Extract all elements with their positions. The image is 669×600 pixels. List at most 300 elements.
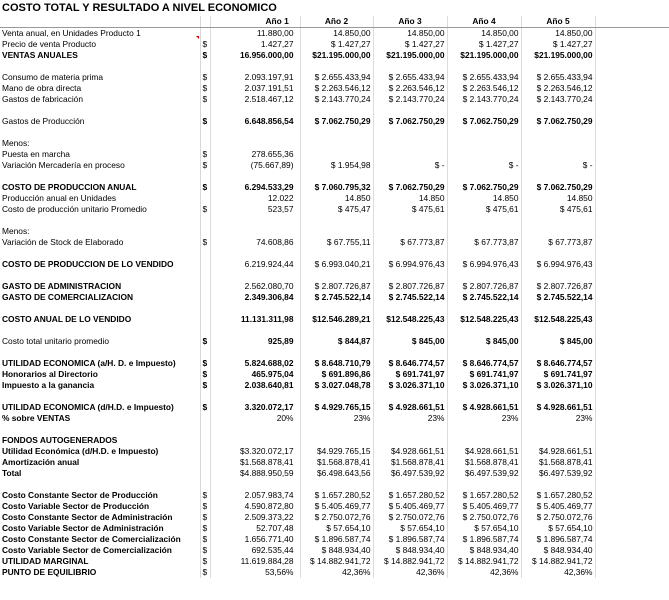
value-cell-year-5[interactable]: $ 1.896.587,74: [521, 534, 595, 545]
value-cell-year-4[interactable]: $ 7.062.750,29: [447, 116, 521, 127]
currency-cell[interactable]: $: [200, 490, 210, 501]
value-cell-year-4[interactable]: $ 8.646.774,57: [447, 358, 521, 369]
row-label-cell[interactable]: Mano de obra directa: [0, 83, 200, 94]
value-cell-year-2[interactable]: $ 475,47: [300, 204, 373, 215]
empty-cell[interactable]: [595, 72, 669, 83]
value-cell-year-3[interactable]: $ 848.934,40: [373, 545, 447, 556]
value-cell-year-3[interactable]: [373, 171, 447, 182]
value-cell-year-4[interactable]: 14.850,00: [447, 28, 521, 40]
value-cell-year-2[interactable]: [300, 138, 373, 149]
row-label-cell[interactable]: VENTAS ANUALES: [0, 50, 200, 61]
value-cell-year-4[interactable]: [447, 391, 521, 402]
empty-cell[interactable]: [595, 83, 669, 94]
value-cell-year-2[interactable]: $ 6.993.040,21: [300, 259, 373, 270]
value-cell-year-2[interactable]: $ 4.929.765,15: [300, 402, 373, 413]
value-cell-year-4[interactable]: [447, 248, 521, 259]
comment-indicator-icon[interactable]: [196, 36, 199, 39]
value-cell-year-4[interactable]: [447, 171, 521, 182]
value-cell-year-3[interactable]: 14.850: [373, 193, 447, 204]
row-label-cell[interactable]: UTILIDAD MARGINAL: [0, 556, 200, 567]
value-cell-year-3[interactable]: [373, 347, 447, 358]
value-cell-year-3[interactable]: $4.928.661,51: [373, 446, 447, 457]
value-cell-year-2[interactable]: $ 57.654,10: [300, 523, 373, 534]
row-label-cell[interactable]: Consumo de materia prima: [0, 72, 200, 83]
value-cell-year-5[interactable]: [521, 325, 595, 336]
row-label-cell[interactable]: COSTO DE PRODUCCION DE LO VENDIDO: [0, 259, 200, 270]
currency-cell[interactable]: [200, 391, 210, 402]
value-cell-year-5[interactable]: [521, 138, 595, 149]
value-cell-year-1[interactable]: [210, 105, 300, 116]
value-cell-year-2[interactable]: [300, 479, 373, 490]
value-cell-year-2[interactable]: $ 2.807.726,87: [300, 281, 373, 292]
empty-cell[interactable]: [595, 402, 669, 413]
value-cell-year-1[interactable]: [210, 391, 300, 402]
value-cell-year-2[interactable]: [300, 270, 373, 281]
value-cell-year-1[interactable]: (75.667,89): [210, 160, 300, 171]
row-label-cell[interactable]: Menos:: [0, 226, 200, 237]
value-cell-year-3[interactable]: $ 2.143.770,24: [373, 94, 447, 105]
value-cell-year-5[interactable]: $ 2.143.770,24: [521, 94, 595, 105]
currency-cell[interactable]: $: [200, 567, 210, 578]
value-cell-year-3[interactable]: [373, 325, 447, 336]
header-blank-cell[interactable]: [200, 16, 210, 28]
value-cell-year-5[interactable]: $ 4.928.661,51: [521, 402, 595, 413]
value-cell-year-3[interactable]: [373, 391, 447, 402]
value-cell-year-1[interactable]: 2.057.983,74: [210, 490, 300, 501]
value-cell-year-5[interactable]: $12.548.225,43: [521, 314, 595, 325]
value-cell-year-4[interactable]: $ 2.750.072,76: [447, 512, 521, 523]
currency-cell[interactable]: $: [200, 556, 210, 567]
row-label-cell[interactable]: PUNTO DE EQUILIBRIO: [0, 567, 200, 578]
row-label-cell[interactable]: UTILIDAD ECONOMICA (d/H.D. e Impuesto): [0, 402, 200, 413]
currency-cell[interactable]: $: [200, 336, 210, 347]
row-label-cell[interactable]: [0, 215, 200, 226]
value-cell-year-5[interactable]: [521, 226, 595, 237]
empty-cell[interactable]: [595, 325, 669, 336]
empty-cell[interactable]: [595, 534, 669, 545]
value-cell-year-3[interactable]: $ 67.773,87: [373, 237, 447, 248]
value-cell-year-2[interactable]: 14.850: [300, 193, 373, 204]
value-cell-year-2[interactable]: 14.850,00: [300, 28, 373, 40]
empty-cell[interactable]: [595, 413, 669, 424]
value-cell-year-3[interactable]: $ 14.882.941,72: [373, 556, 447, 567]
row-label-cell[interactable]: Precio de venta Producto: [0, 39, 200, 50]
value-cell-year-2[interactable]: $ 1.896.587,74: [300, 534, 373, 545]
empty-cell[interactable]: [595, 523, 669, 534]
value-cell-year-3[interactable]: $ 6.994.976,43: [373, 259, 447, 270]
value-cell-year-4[interactable]: $ -: [447, 160, 521, 171]
value-cell-year-2[interactable]: [300, 325, 373, 336]
value-cell-year-3[interactable]: 23%: [373, 413, 447, 424]
currency-cell[interactable]: $: [200, 116, 210, 127]
row-label-cell[interactable]: Venta anual, en Unidades Producto 1: [0, 28, 200, 40]
value-cell-year-1[interactable]: 523,57: [210, 204, 300, 215]
value-cell-year-4[interactable]: [447, 424, 521, 435]
currency-cell[interactable]: [200, 468, 210, 479]
value-cell-year-5[interactable]: 42,36%: [521, 567, 595, 578]
currency-cell[interactable]: [200, 303, 210, 314]
value-cell-year-5[interactable]: $ 2.655.433,94: [521, 72, 595, 83]
value-cell-year-2[interactable]: [300, 105, 373, 116]
currency-cell[interactable]: $: [200, 182, 210, 193]
value-cell-year-5[interactable]: $4.928.661,51: [521, 446, 595, 457]
empty-cell[interactable]: [595, 237, 669, 248]
value-cell-year-2[interactable]: [300, 303, 373, 314]
currency-cell[interactable]: [200, 424, 210, 435]
empty-cell[interactable]: [595, 435, 669, 446]
empty-cell[interactable]: [595, 567, 669, 578]
empty-cell[interactable]: [595, 270, 669, 281]
value-cell-year-4[interactable]: $ 2.807.726,87: [447, 281, 521, 292]
value-cell-year-5[interactable]: [521, 270, 595, 281]
value-cell-year-5[interactable]: $ 6.994.976,43: [521, 259, 595, 270]
value-cell-year-3[interactable]: $6.497.539,92: [373, 468, 447, 479]
row-label-cell[interactable]: Producción anual en Unidades: [0, 193, 200, 204]
value-cell-year-3[interactable]: $ 7.062.750,29: [373, 182, 447, 193]
currency-cell[interactable]: $: [200, 39, 210, 50]
value-cell-year-5[interactable]: [521, 479, 595, 490]
value-cell-year-5[interactable]: $6.497.539,92: [521, 468, 595, 479]
currency-cell[interactable]: [200, 446, 210, 457]
row-label-cell[interactable]: [0, 479, 200, 490]
value-cell-year-5[interactable]: $ 67.773,87: [521, 237, 595, 248]
value-cell-year-1[interactable]: [210, 435, 300, 446]
value-cell-year-1[interactable]: $3.320.072,17: [210, 446, 300, 457]
value-cell-year-5[interactable]: [521, 61, 595, 72]
value-cell-year-4[interactable]: [447, 347, 521, 358]
value-cell-year-5[interactable]: $ -: [521, 160, 595, 171]
currency-cell[interactable]: $: [200, 160, 210, 171]
currency-cell[interactable]: $: [200, 545, 210, 556]
value-cell-year-5[interactable]: $ 8.646.774,57: [521, 358, 595, 369]
row-label-cell[interactable]: [0, 270, 200, 281]
value-cell-year-3[interactable]: $ 845,00: [373, 336, 447, 347]
currency-cell[interactable]: $: [200, 358, 210, 369]
currency-cell[interactable]: [200, 171, 210, 182]
value-cell-year-1[interactable]: 6.219.924,44: [210, 259, 300, 270]
row-label-cell[interactable]: Costo Variable Sector de Administración: [0, 523, 200, 534]
value-cell-year-3[interactable]: $ 7.062.750,29: [373, 116, 447, 127]
empty-cell[interactable]: [595, 347, 669, 358]
value-cell-year-3[interactable]: [373, 303, 447, 314]
value-cell-year-1[interactable]: 925,89: [210, 336, 300, 347]
currency-cell[interactable]: [200, 325, 210, 336]
value-cell-year-2[interactable]: [300, 424, 373, 435]
currency-cell[interactable]: $: [200, 369, 210, 380]
empty-cell[interactable]: [595, 39, 669, 50]
empty-cell[interactable]: [595, 160, 669, 171]
currency-cell[interactable]: [200, 105, 210, 116]
value-cell-year-5[interactable]: [521, 149, 595, 160]
value-cell-year-2[interactable]: $ 844,87: [300, 336, 373, 347]
value-cell-year-1[interactable]: 2.349.306,84: [210, 292, 300, 303]
value-cell-year-5[interactable]: $ 475,61: [521, 204, 595, 215]
row-label-cell[interactable]: Gastos de Producción: [0, 116, 200, 127]
row-label-cell[interactable]: % sobre VENTAS: [0, 413, 200, 424]
empty-cell[interactable]: [595, 281, 669, 292]
empty-cell[interactable]: [595, 127, 669, 138]
value-cell-year-3[interactable]: 14.850,00: [373, 28, 447, 40]
value-cell-year-2[interactable]: $ 848.934,40: [300, 545, 373, 556]
value-cell-year-1[interactable]: [210, 248, 300, 259]
value-cell-year-2[interactable]: $ 2.745.522,14: [300, 292, 373, 303]
empty-cell[interactable]: [595, 446, 669, 457]
value-cell-year-4[interactable]: [447, 325, 521, 336]
value-cell-year-2[interactable]: [300, 248, 373, 259]
value-cell-year-2[interactable]: $ 7.062.750,29: [300, 116, 373, 127]
value-cell-year-2[interactable]: $ 2.655.433,94: [300, 72, 373, 83]
empty-cell[interactable]: [595, 149, 669, 160]
value-cell-year-4[interactable]: 23%: [447, 413, 521, 424]
value-cell-year-4[interactable]: $6.497.539,92: [447, 468, 521, 479]
empty-cell[interactable]: [595, 380, 669, 391]
currency-cell[interactable]: $: [200, 50, 210, 61]
value-cell-year-3[interactable]: $ 2.750.072,76: [373, 512, 447, 523]
value-cell-year-3[interactable]: [373, 226, 447, 237]
empty-cell[interactable]: [595, 336, 669, 347]
row-label-cell[interactable]: UTILIDAD ECONOMICA (a/H. D. e Impuesto): [0, 358, 200, 369]
currency-cell[interactable]: $: [200, 237, 210, 248]
value-cell-year-1[interactable]: $4.888.950,59: [210, 468, 300, 479]
value-cell-year-2[interactable]: [300, 347, 373, 358]
empty-cell[interactable]: [595, 358, 669, 369]
value-cell-year-1[interactable]: 4.590.872,80: [210, 501, 300, 512]
value-cell-year-5[interactable]: $ 7.062.750,29: [521, 182, 595, 193]
value-cell-year-1[interactable]: 1.656.771,40: [210, 534, 300, 545]
value-cell-year-4[interactable]: $4.928.661,51: [447, 446, 521, 457]
row-label-cell[interactable]: Puesta en marcha: [0, 149, 200, 160]
value-cell-year-4[interactable]: $ 6.994.976,43: [447, 259, 521, 270]
value-cell-year-4[interactable]: [447, 270, 521, 281]
value-cell-year-4[interactable]: $ 3.026.371,10: [447, 380, 521, 391]
value-cell-year-3[interactable]: $ 1.896.587,74: [373, 534, 447, 545]
empty-cell[interactable]: [595, 193, 669, 204]
value-cell-year-1[interactable]: 2.518.467,12: [210, 94, 300, 105]
value-cell-year-1[interactable]: 278.655,36: [210, 149, 300, 160]
value-cell-year-4[interactable]: $ 848.934,40: [447, 545, 521, 556]
row-label-cell[interactable]: Total: [0, 468, 200, 479]
value-cell-year-1[interactable]: 2.037.191,51: [210, 83, 300, 94]
header-year-4[interactable]: Año 4: [447, 16, 521, 28]
value-cell-year-3[interactable]: [373, 127, 447, 138]
value-cell-year-2[interactable]: [300, 435, 373, 446]
value-cell-year-3[interactable]: [373, 215, 447, 226]
empty-cell[interactable]: [595, 369, 669, 380]
value-cell-year-2[interactable]: $ 3.027.048,78: [300, 380, 373, 391]
value-cell-year-5[interactable]: $ 2.263.546,12: [521, 83, 595, 94]
value-cell-year-1[interactable]: 465.975,04: [210, 369, 300, 380]
currency-cell[interactable]: [200, 347, 210, 358]
value-cell-year-1[interactable]: 2.038.640,81: [210, 380, 300, 391]
value-cell-year-2[interactable]: [300, 226, 373, 237]
value-cell-year-4[interactable]: $ 5.405.469,77: [447, 501, 521, 512]
row-label-cell[interactable]: Variación Mercadería en proceso: [0, 160, 200, 171]
value-cell-year-2[interactable]: [300, 149, 373, 160]
value-cell-year-4[interactable]: [447, 61, 521, 72]
value-cell-year-2[interactable]: $6.498.643,56: [300, 468, 373, 479]
value-cell-year-5[interactable]: $ 2.750.072,76: [521, 512, 595, 523]
value-cell-year-5[interactable]: $ 848.934,40: [521, 545, 595, 556]
row-label-cell[interactable]: Costo total unitario promedio: [0, 336, 200, 347]
currency-cell[interactable]: [200, 28, 210, 40]
value-cell-year-2[interactable]: 42,36%: [300, 567, 373, 578]
empty-cell[interactable]: [595, 314, 669, 325]
row-label-cell[interactable]: [0, 347, 200, 358]
currency-cell[interactable]: [200, 248, 210, 259]
value-cell-year-3[interactable]: $ 475,61: [373, 204, 447, 215]
value-cell-year-1[interactable]: [210, 303, 300, 314]
value-cell-year-5[interactable]: $ 845,00: [521, 336, 595, 347]
empty-cell[interactable]: [595, 248, 669, 259]
value-cell-year-2[interactable]: $ 67.755,11: [300, 237, 373, 248]
value-cell-year-4[interactable]: $ 845,00: [447, 336, 521, 347]
value-cell-year-2[interactable]: [300, 391, 373, 402]
value-cell-year-4[interactable]: $ 2.745.522,14: [447, 292, 521, 303]
empty-cell[interactable]: [595, 28, 669, 40]
value-cell-year-2[interactable]: $ 1.427,27: [300, 39, 373, 50]
empty-cell[interactable]: [595, 215, 669, 226]
row-label-cell[interactable]: [0, 127, 200, 138]
currency-cell[interactable]: [200, 479, 210, 490]
value-cell-year-3[interactable]: [373, 105, 447, 116]
empty-cell[interactable]: [595, 116, 669, 127]
currency-cell[interactable]: [200, 413, 210, 424]
currency-cell[interactable]: $: [200, 94, 210, 105]
empty-cell[interactable]: [595, 259, 669, 270]
empty-cell[interactable]: [595, 391, 669, 402]
value-cell-year-2[interactable]: $ 5.405.469,77: [300, 501, 373, 512]
empty-cell[interactable]: [595, 424, 669, 435]
row-label-cell[interactable]: Costo Variable Sector de Producción: [0, 501, 200, 512]
value-cell-year-4[interactable]: $ 1.427,27: [447, 39, 521, 50]
row-label-cell[interactable]: Amortización anual: [0, 457, 200, 468]
empty-cell[interactable]: [595, 292, 669, 303]
row-label-cell[interactable]: FONDOS AUTOGENERADOS: [0, 435, 200, 446]
value-cell-year-2[interactable]: $ 7.060.795,32: [300, 182, 373, 193]
value-cell-year-1[interactable]: [210, 226, 300, 237]
value-cell-year-4[interactable]: $ 691.741,97: [447, 369, 521, 380]
value-cell-year-3[interactable]: $12.548.225,43: [373, 314, 447, 325]
header-year-2[interactable]: Año 2: [300, 16, 373, 28]
value-cell-year-3[interactable]: $ 1.427,27: [373, 39, 447, 50]
value-cell-year-1[interactable]: 6.648.856,54: [210, 116, 300, 127]
empty-cell[interactable]: [595, 171, 669, 182]
value-cell-year-2[interactable]: $ 2.143.770,24: [300, 94, 373, 105]
value-cell-year-5[interactable]: [521, 215, 595, 226]
value-cell-year-1[interactable]: 1.427,27: [210, 39, 300, 50]
sheet-title[interactable]: COSTO TOTAL Y RESULTADO A NIVEL ECONOMICO: [2, 2, 277, 14]
empty-cell[interactable]: [595, 204, 669, 215]
value-cell-year-1[interactable]: [210, 127, 300, 138]
value-cell-year-4[interactable]: [447, 303, 521, 314]
empty-cell[interactable]: [595, 105, 669, 116]
value-cell-year-4[interactable]: $ 2.655.433,94: [447, 72, 521, 83]
value-cell-year-1[interactable]: [210, 215, 300, 226]
row-label-cell[interactable]: Gastos de fabricación: [0, 94, 200, 105]
value-cell-year-5[interactable]: $ 691.741,97: [521, 369, 595, 380]
value-cell-year-2[interactable]: [300, 61, 373, 72]
currency-cell[interactable]: $: [200, 380, 210, 391]
value-cell-year-5[interactable]: $1.568.878,41: [521, 457, 595, 468]
empty-cell[interactable]: [595, 479, 669, 490]
currency-cell[interactable]: [200, 215, 210, 226]
value-cell-year-5[interactable]: [521, 248, 595, 259]
empty-cell[interactable]: [595, 490, 669, 501]
value-cell-year-5[interactable]: [521, 105, 595, 116]
value-cell-year-4[interactable]: [447, 127, 521, 138]
value-cell-year-1[interactable]: 2.509.373,22: [210, 512, 300, 523]
value-cell-year-1[interactable]: [210, 479, 300, 490]
value-cell-year-3[interactable]: [373, 424, 447, 435]
value-cell-year-2[interactable]: $12.546.289,21: [300, 314, 373, 325]
value-cell-year-3[interactable]: $ 5.405.469,77: [373, 501, 447, 512]
value-cell-year-3[interactable]: $ 2.655.433,94: [373, 72, 447, 83]
value-cell-year-3[interactable]: $ 2.263.546,12: [373, 83, 447, 94]
currency-cell[interactable]: $: [200, 83, 210, 94]
currency-cell[interactable]: [200, 193, 210, 204]
row-label-cell[interactable]: [0, 424, 200, 435]
empty-cell[interactable]: [595, 50, 669, 61]
value-cell-year-2[interactable]: $1.568.878,41: [300, 457, 373, 468]
currency-cell[interactable]: [200, 435, 210, 446]
empty-cell[interactable]: [595, 468, 669, 479]
value-cell-year-2[interactable]: $4.929.765,15: [300, 446, 373, 457]
row-label-cell[interactable]: [0, 248, 200, 259]
value-cell-year-2[interactable]: $21.195.000,00: [300, 50, 373, 61]
value-cell-year-1[interactable]: 12.022: [210, 193, 300, 204]
currency-cell[interactable]: [200, 270, 210, 281]
currency-cell[interactable]: $: [200, 523, 210, 534]
currency-cell[interactable]: $: [200, 512, 210, 523]
value-cell-year-5[interactable]: [521, 391, 595, 402]
value-cell-year-1[interactable]: 11.131.311,98: [210, 314, 300, 325]
value-cell-year-1[interactable]: [210, 138, 300, 149]
value-cell-year-4[interactable]: $ 475,61: [447, 204, 521, 215]
value-cell-year-1[interactable]: 2.562.080,70: [210, 281, 300, 292]
value-cell-year-5[interactable]: [521, 424, 595, 435]
row-label-cell[interactable]: GASTO DE COMERCIALIZACION: [0, 292, 200, 303]
value-cell-year-1[interactable]: [210, 270, 300, 281]
row-label-cell[interactable]: Costo Constante Sector de Producción: [0, 490, 200, 501]
value-cell-year-2[interactable]: $ 2.750.072,76: [300, 512, 373, 523]
value-cell-year-5[interactable]: $ 1.657.280,52: [521, 490, 595, 501]
row-label-cell[interactable]: Costo Variable Sector de Comercialización: [0, 545, 200, 556]
value-cell-year-3[interactable]: [373, 61, 447, 72]
value-cell-year-3[interactable]: $ 8.646.774,57: [373, 358, 447, 369]
value-cell-year-2[interactable]: [300, 215, 373, 226]
currency-cell[interactable]: [200, 259, 210, 270]
value-cell-year-4[interactable]: $ 2.143.770,24: [447, 94, 521, 105]
value-cell-year-4[interactable]: $21.195.000,00: [447, 50, 521, 61]
value-cell-year-1[interactable]: 11.619.884,28: [210, 556, 300, 567]
value-cell-year-3[interactable]: $ 2.745.522,14: [373, 292, 447, 303]
value-cell-year-5[interactable]: $ 14.882.941,72: [521, 556, 595, 567]
value-cell-year-4[interactable]: $ 67.773,87: [447, 237, 521, 248]
currency-cell[interactable]: $: [200, 534, 210, 545]
value-cell-year-3[interactable]: $ -: [373, 160, 447, 171]
row-label-cell[interactable]: Costo Constante Sector de Administración: [0, 512, 200, 523]
currency-cell[interactable]: $: [200, 72, 210, 83]
value-cell-year-5[interactable]: [521, 171, 595, 182]
value-cell-year-5[interactable]: 14.850: [521, 193, 595, 204]
value-cell-year-5[interactable]: $ 57.654,10: [521, 523, 595, 534]
value-cell-year-1[interactable]: $1.568.878,41: [210, 457, 300, 468]
value-cell-year-4[interactable]: $ 14.882.941,72: [447, 556, 521, 567]
value-cell-year-4[interactable]: [447, 226, 521, 237]
value-cell-year-2[interactable]: 23%: [300, 413, 373, 424]
value-cell-year-4[interactable]: $ 1.896.587,74: [447, 534, 521, 545]
value-cell-year-4[interactable]: [447, 138, 521, 149]
